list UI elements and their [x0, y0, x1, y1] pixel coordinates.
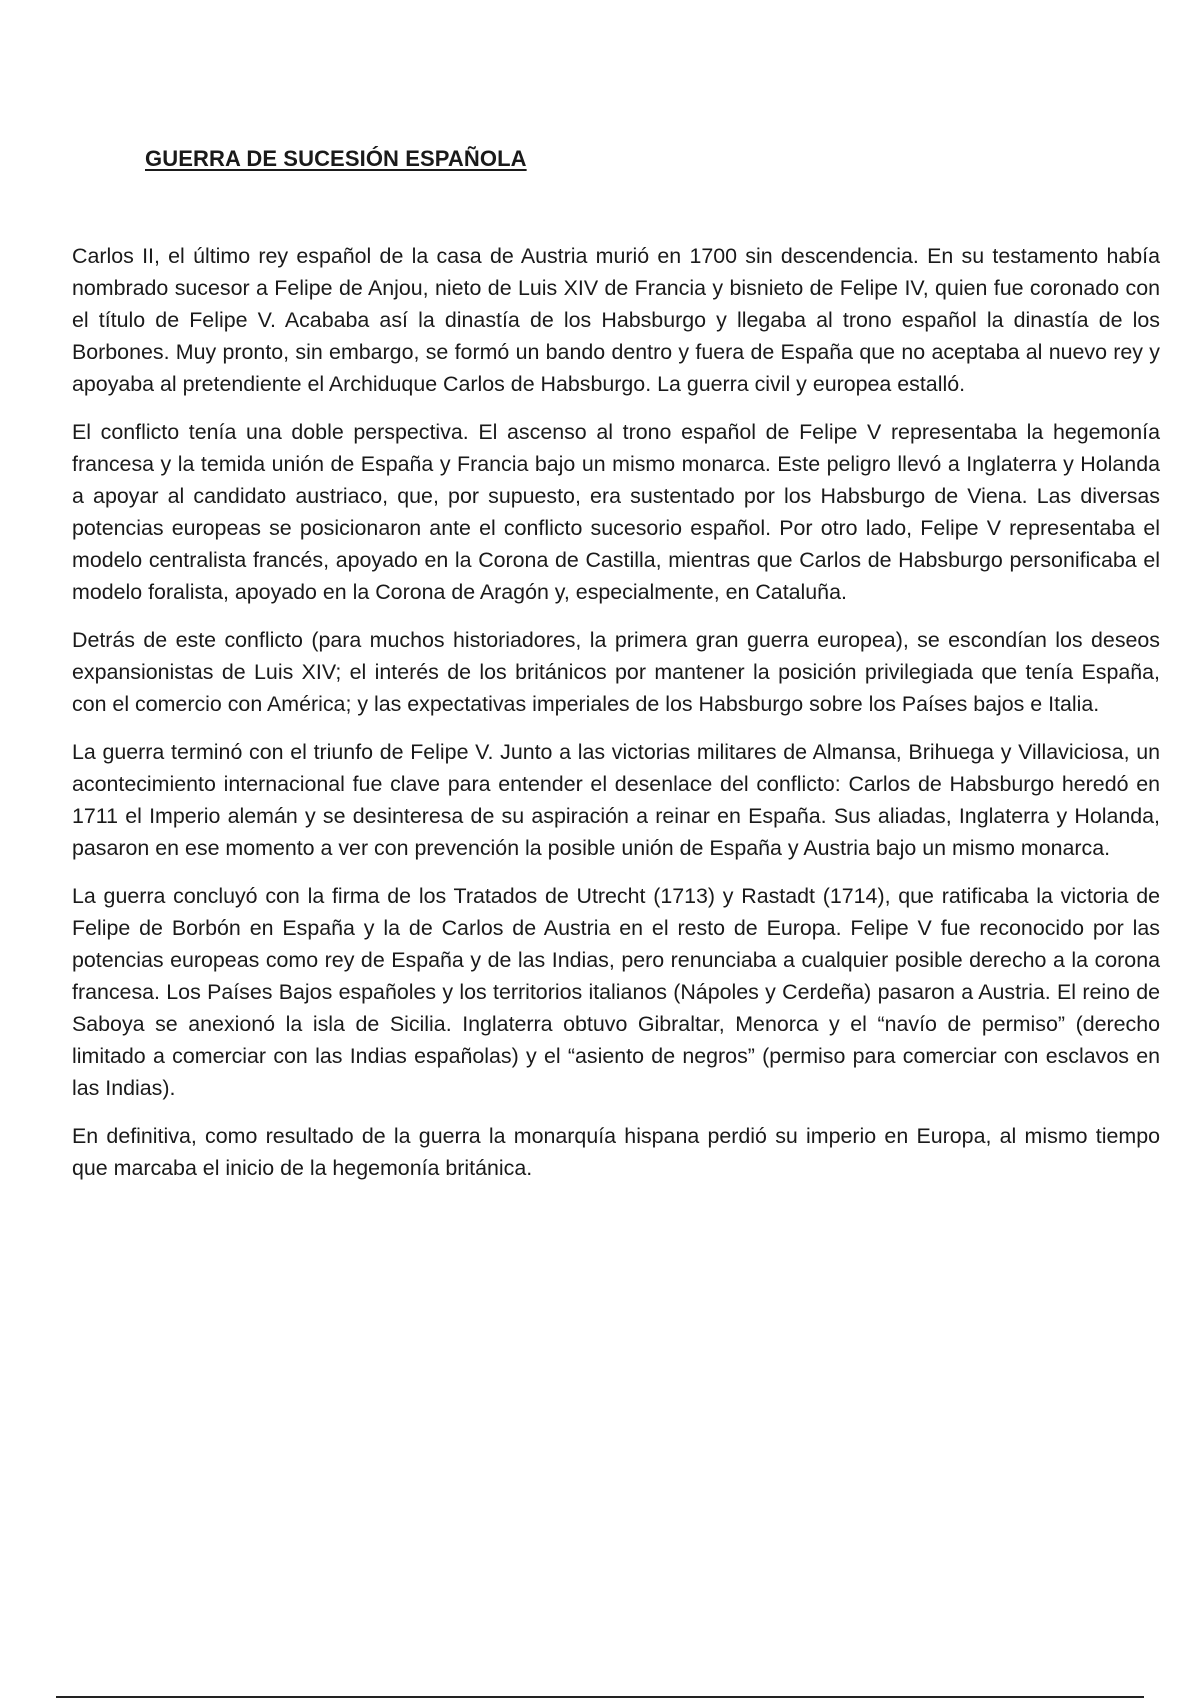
document-title: GUERRA DE SUCESIÓN ESPAÑOLA: [145, 146, 527, 171]
paragraph-3: Detrás de este conflicto (para muchos historiadores, la primera gran guerra europea), se escondían los deseos expansionistas de Luis XIV; el interés de los británicos por mantener la posición privilegiada que tenía España, con el comercio con América; y las expectativas imperiales de los Habsburgo sobre los Países bajos e Italia.: [72, 628, 1160, 716]
footer-divider: [56, 1696, 1144, 1698]
document-body: [72, 240, 1160, 1200]
paragraph-2: El conflicto tenía una doble perspectiva. El ascenso al trono español de Felipe V representaba la hegemonía francesa y la temida unión de España y Francia bajo un mismo monarca. Este peligro llevó a Inglaterra y Holanda a apoyar al candidato austriaco, que, por supuesto, era sustentado por los Habsburgo de Viena. Las diversas potencias europeas se posicionaron ante el conflicto sucesorio español. Por otro lado, Felipe V representaba el modelo centralista francés, apoyado en la Corona de Castilla, mientras que Carlos de Habsburgo personificaba el modelo foralista, apoyado en la Corona de Aragón y, especialmente, en Cataluña.: [72, 420, 1160, 604]
paragraph-5: La guerra concluyó con la firma de los Tratados de Utrecht (1713) y Rastadt (1714), que ratificaba la victoria de Felipe de Borbón en España y la de Carlos de Austria en el resto de Europa. Felipe V fue reconocido por las potencias europeas como rey de España y de las Indias, pero renunciaba a cualquier posible derecho a la corona francesa. Los Países Bajos españoles y los territorios italianos (Nápoles y Cerdeña) pasaron a Austria. El reino de Saboya se anexionó la isla de Sicilia. Inglaterra obtuvo Gibraltar, Menorca y el “navío de permiso” (derecho limitado a comerciar con las Indias españolas) y el “asiento de negros” (permiso para comerciar con esclavos en las Indias).: [72, 884, 1160, 1100]
paragraph-1: Carlos II, el último rey español de la casa de Austria murió en 1700 sin descendencia. En su testamento había nombrado sucesor a Felipe de Anjou, nieto de Luis XIV de Francia y bisnieto de Felipe IV, quien fue coronado con el título de Felipe V. Acababa así la dinastía de los Habsburgo y llegaba al trono español la dinastía de los Borbones. Muy pronto, sin embargo, se formó un bando dentro y fuera de España que no aceptaba al nuevo rey y apoyaba al pretendiente el Archiduque Carlos de Habsburgo. La guerra civil y europea estalló.: [72, 244, 1160, 396]
paragraph-6: En definitiva, como resultado de la guerra la monarquía hispana perdió su imperio en Europa, al mismo tiempo que marcaba el inicio de la hegemonía británica.: [72, 1124, 1160, 1180]
paragraph-4: La guerra terminó con el triunfo de Felipe V. Junto a las victorias militares de Almansa, Brihuega y Villaviciosa, un acontecimiento internacional fue clave para entender el desenlace del conflicto: Carlos de Habsburgo heredó en 1711 el Imperio alemán y se desinteresa de su aspiración a reinar en España. Sus aliadas, Inglaterra y Holanda, pasaron en ese momento a ver con prevención la posible unión de España y Austria bajo un mismo monarca.: [72, 740, 1160, 860]
